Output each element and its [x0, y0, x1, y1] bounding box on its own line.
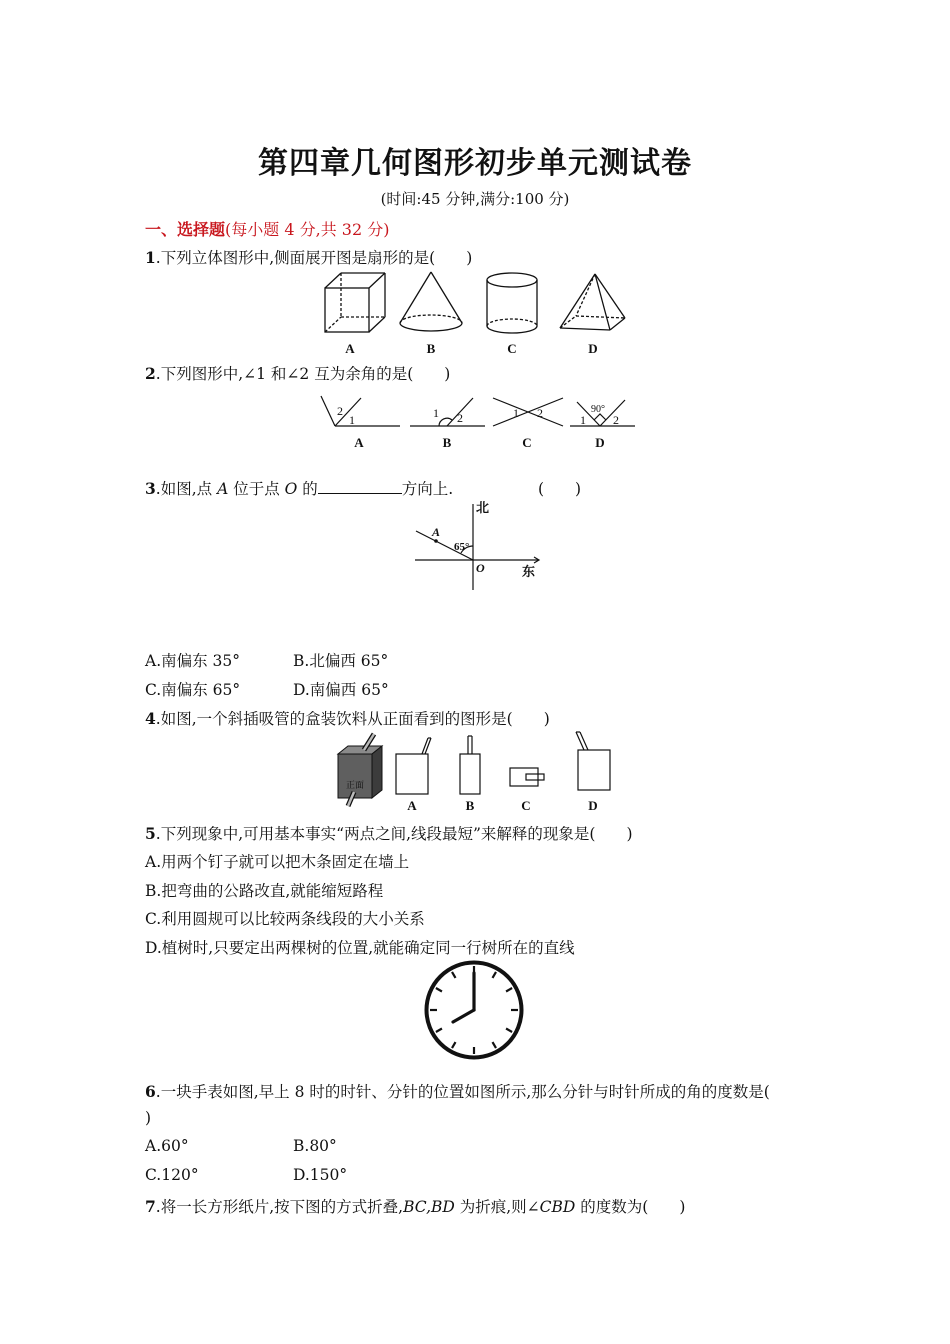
- angle-label: 65°: [454, 541, 470, 553]
- q4-label-a: A: [407, 798, 417, 813]
- q6-option-c[interactable]: C.120°: [145, 1166, 199, 1184]
- q2-label-c: C: [522, 435, 532, 450]
- question-number: 2: [145, 364, 156, 383]
- section-heading: [145, 217, 389, 240]
- q4-label-c: C: [521, 798, 531, 813]
- q1-label-a: A: [345, 341, 355, 356]
- q1-label-c: C: [507, 341, 517, 356]
- question-text: .一块手表如图,早上 8 时的时针、分针的位置如图所示,那么分针与时针所成的角的度数是(: [155, 1083, 770, 1101]
- q2d-angle1: 1: [580, 413, 586, 427]
- section-note: (每小题 4 分,共 32 分): [225, 220, 390, 239]
- q5-option-a[interactable]: A.用两个钉子就可以把木条固定在墙上: [145, 853, 410, 871]
- question-4: [145, 707, 550, 729]
- q2-label-d: D: [595, 435, 605, 450]
- question-number: 3: [145, 479, 156, 498]
- question-6-continued: ): [145, 1109, 152, 1127]
- q4-figure: [330, 730, 620, 815]
- juice-box: [338, 734, 382, 806]
- cylinder-shape: [487, 273, 537, 333]
- origin-label: O: [476, 561, 485, 575]
- question-number: 5: [145, 824, 156, 843]
- q2d-right-angle: 90°: [591, 404, 605, 415]
- question-text: 为折痕,则∠: [454, 1198, 540, 1216]
- question-text: .如图,一个斜插吸管的盒装饮料从正面看到的图形是( ): [155, 710, 550, 728]
- question-number: 7: [145, 1197, 156, 1216]
- fold-lines: BC,BD: [403, 1198, 455, 1216]
- q3-option-a[interactable]: A.南偏东 35°: [145, 652, 241, 670]
- question-number: 4: [145, 709, 156, 728]
- question-text: 位于点: [228, 480, 285, 498]
- cone-shape: [400, 272, 462, 331]
- answer-blank: [318, 479, 402, 494]
- q1-figure: [310, 268, 640, 360]
- q4-label-d: D: [588, 798, 598, 813]
- q5-option-d[interactable]: D.植树时,只要定出两棵树的位置,就能确定同一行树所在的直线: [145, 939, 575, 957]
- question-2: [145, 362, 450, 384]
- q2-figure: [315, 390, 645, 452]
- point-o: O: [284, 480, 298, 498]
- q6-option-a[interactable]: A.60°: [145, 1137, 189, 1155]
- page-title: 第四章几何图形初步单元测试卷: [258, 146, 692, 181]
- north-label: 北: [476, 500, 490, 515]
- front-face-label: 正面: [345, 780, 365, 790]
- q6-option-b[interactable]: B.80°: [293, 1137, 337, 1155]
- q2c-angle1: 1: [513, 406, 519, 420]
- question-5: [145, 822, 633, 844]
- question-text: .将一长方形纸片,按下图的方式折叠,: [155, 1198, 404, 1216]
- question-text: .如图,点: [155, 480, 218, 498]
- point-a: A: [217, 480, 229, 498]
- q6-option-d[interactable]: D.150°: [293, 1166, 348, 1184]
- q2d-angle2: 2: [613, 413, 619, 427]
- question-text: .下列图形中,∠1 和∠2 互为余角的是( ): [155, 365, 451, 383]
- q3-compass-figure: [410, 498, 550, 590]
- question-text: .下列立体图形中,侧面展开图是扇形的是( ): [155, 249, 473, 267]
- q2-label-b: B: [442, 435, 452, 450]
- question-1: [145, 246, 472, 268]
- question-text: 方向上.: [401, 480, 454, 498]
- q2b-angle2: 2: [457, 411, 463, 425]
- question-text: 的: [297, 480, 318, 498]
- clock-figure: [424, 960, 524, 1060]
- page-subtitle: (时间:45 分钟,满分:100 分): [380, 190, 570, 208]
- question-7: [145, 1195, 685, 1217]
- q4-label-b: B: [465, 798, 475, 813]
- east-label: 东: [522, 564, 536, 579]
- pyramid-shape: [560, 274, 625, 330]
- q2c-angle2: 2: [537, 406, 543, 420]
- question-number: 1: [145, 248, 156, 267]
- q5-option-b[interactable]: B.把弯曲的公路改直,就能缩短路程: [145, 882, 384, 900]
- question-text: .下列现象中,可用基本事实“两点之间,线段最短”来解释的现象是( ): [155, 825, 633, 843]
- cube-shape: [325, 273, 385, 332]
- question-text: 的度数为( ): [575, 1198, 686, 1216]
- q3-option-b[interactable]: B.北偏西 65°: [293, 652, 389, 670]
- q3-option-c[interactable]: C.南偏东 65°: [145, 681, 241, 699]
- q2a-angle1: 1: [349, 413, 355, 427]
- q2a-angle2: 2: [337, 404, 343, 418]
- q2-label-a: A: [354, 435, 364, 450]
- q1-label-b: B: [426, 341, 436, 356]
- q3-option-d[interactable]: D.南偏西 65°: [293, 681, 389, 699]
- question-3: [145, 477, 453, 499]
- question-number: 6: [145, 1082, 156, 1101]
- angle-name: CBD: [539, 1198, 576, 1216]
- question-6: [145, 1080, 770, 1102]
- point-a-label: A: [432, 525, 441, 539]
- q3-paren: ( ): [538, 480, 582, 498]
- q2b-angle1: 1: [433, 406, 439, 420]
- q1-label-d: D: [588, 341, 598, 356]
- q5-option-c[interactable]: C.利用圆规可以比较两条线段的大小关系: [145, 910, 425, 928]
- section-label: 一、选择题: [145, 220, 226, 239]
